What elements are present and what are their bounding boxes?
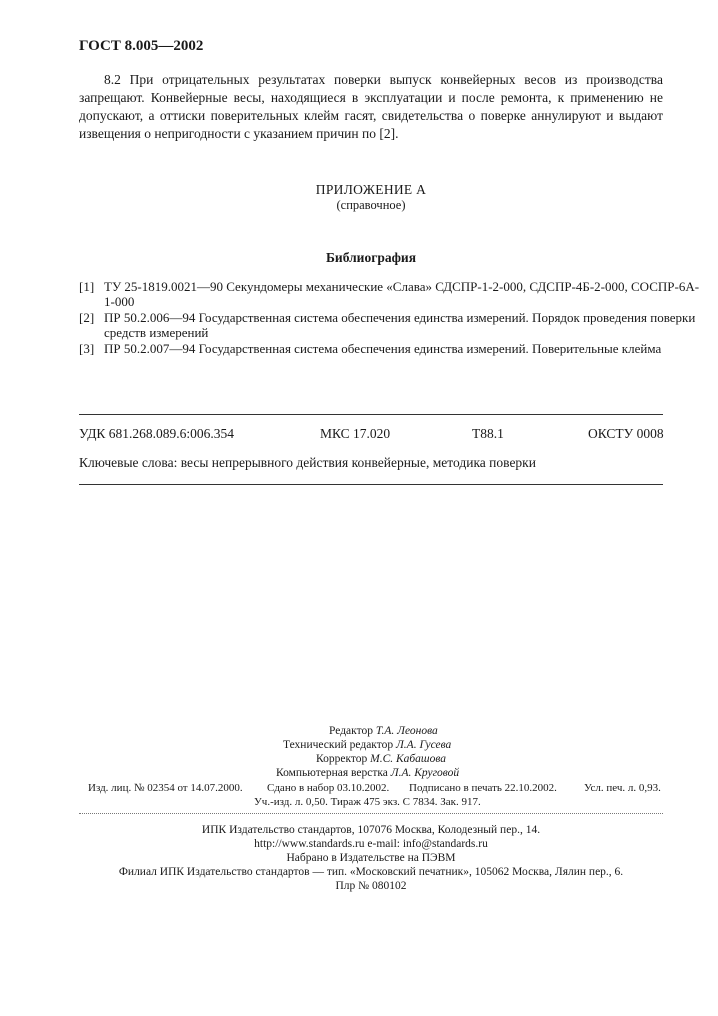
imprint-submitted: Сдано в набор 03.10.2002. (267, 782, 390, 794)
credit-layout: Компьютерная верстка Л.А. Круговой (276, 767, 460, 779)
footer-license: Плр № 080102 (335, 880, 407, 892)
paragraph-line: допускают, а оттиски поверительных клейм гасят, свидетельства о поверке аннулируют и выдают (79, 108, 663, 123)
imprint-print-sheets: Усл. печ. л. 0,93. (584, 782, 661, 794)
divider (79, 813, 663, 814)
imprint-license: Изд. лиц. № 02354 от 14.07.2000. (88, 782, 243, 794)
bibliography-text: средств измерений (104, 325, 209, 340)
document-header: ГОСТ 8.005—2002 (79, 38, 204, 54)
t-code: Т88.1 (472, 426, 504, 441)
bibliography-number: [3] (79, 341, 95, 356)
bibliography-text: ПР 50.2.007—94 Государственная система обеспечения единства измерений. Поверительные клейма (104, 341, 662, 356)
bibliography-list (79, 279, 700, 357)
bibliography-number: [2] (79, 310, 95, 325)
credit-tech-editor: Технический редактор Л.А. Гусева (283, 739, 452, 751)
appendix-subtitle: (справочное) (336, 198, 406, 212)
okstu-code: ОКСТУ 0008 (588, 426, 664, 441)
bibliography-item (79, 310, 696, 340)
bibliography-number: [1] (79, 279, 95, 294)
bibliography-text: 1-000 (104, 294, 135, 309)
bibliography-text: ТУ 25-1819.0021—90 Секундомеры механические «Слава» СДСПР-1-2-000, СДСПР-4Б-2-000, СОСПР-6А- (104, 279, 700, 294)
bibliography-title: Библиография (325, 250, 417, 265)
divider (79, 484, 663, 485)
footer-contacts: http://www.standards.ru e-mail: info@standards.ru (254, 838, 488, 850)
bibliography-text: ПР 50.2.006—94 Государственная система обеспечения единства измерений. Порядок проведения поверки (104, 310, 696, 325)
udk-code: УДК 681.268.089.6:006.354 (79, 426, 235, 441)
imprint-signed: Подписано в печать 22.10.2002. (409, 782, 557, 794)
imprint-details: Уч.-изд. л. 0,50. Тираж 475 экз. С 7834. Зак. 917. (254, 796, 481, 808)
divider (79, 414, 663, 415)
footer-publisher: ИПК Издательство стандартов, 107076 Москва, Колодезный пер., 14. (201, 824, 541, 836)
mks-code: МКС 17.020 (320, 426, 391, 441)
footer-typeset: Набрано в Издательстве на ПЭВМ (286, 852, 456, 864)
paragraph-line: извещения о непригодности с указанием причин по [2]. (79, 126, 399, 141)
keywords: Ключевые слова: весы непрерывного действия конвейерные, методика поверки (79, 455, 536, 470)
section-8-2 (79, 71, 663, 143)
appendix-title: ПРИЛОЖЕНИЕ А (315, 182, 427, 197)
credit-editor: Редактор Т.А. Леонова (329, 725, 438, 737)
paragraph-line: запрещают. Конвейерные весы, находящиеся в эксплуатации и после ремонта, к применению не (79, 90, 663, 105)
bibliography-item (79, 341, 663, 356)
paragraph-line: 8.2 При отрицательных результатах поверки выпуск конвейерных весов из производства (104, 72, 663, 87)
credit-corrector: Корректор М.С. Кабашова (316, 753, 447, 765)
bibliography-item (79, 279, 700, 309)
footer-branch: Филиал ИПК Издательство стандартов — тип. «Московский печатник», 105062 Москва, Лялин пер., 6. (118, 866, 624, 878)
